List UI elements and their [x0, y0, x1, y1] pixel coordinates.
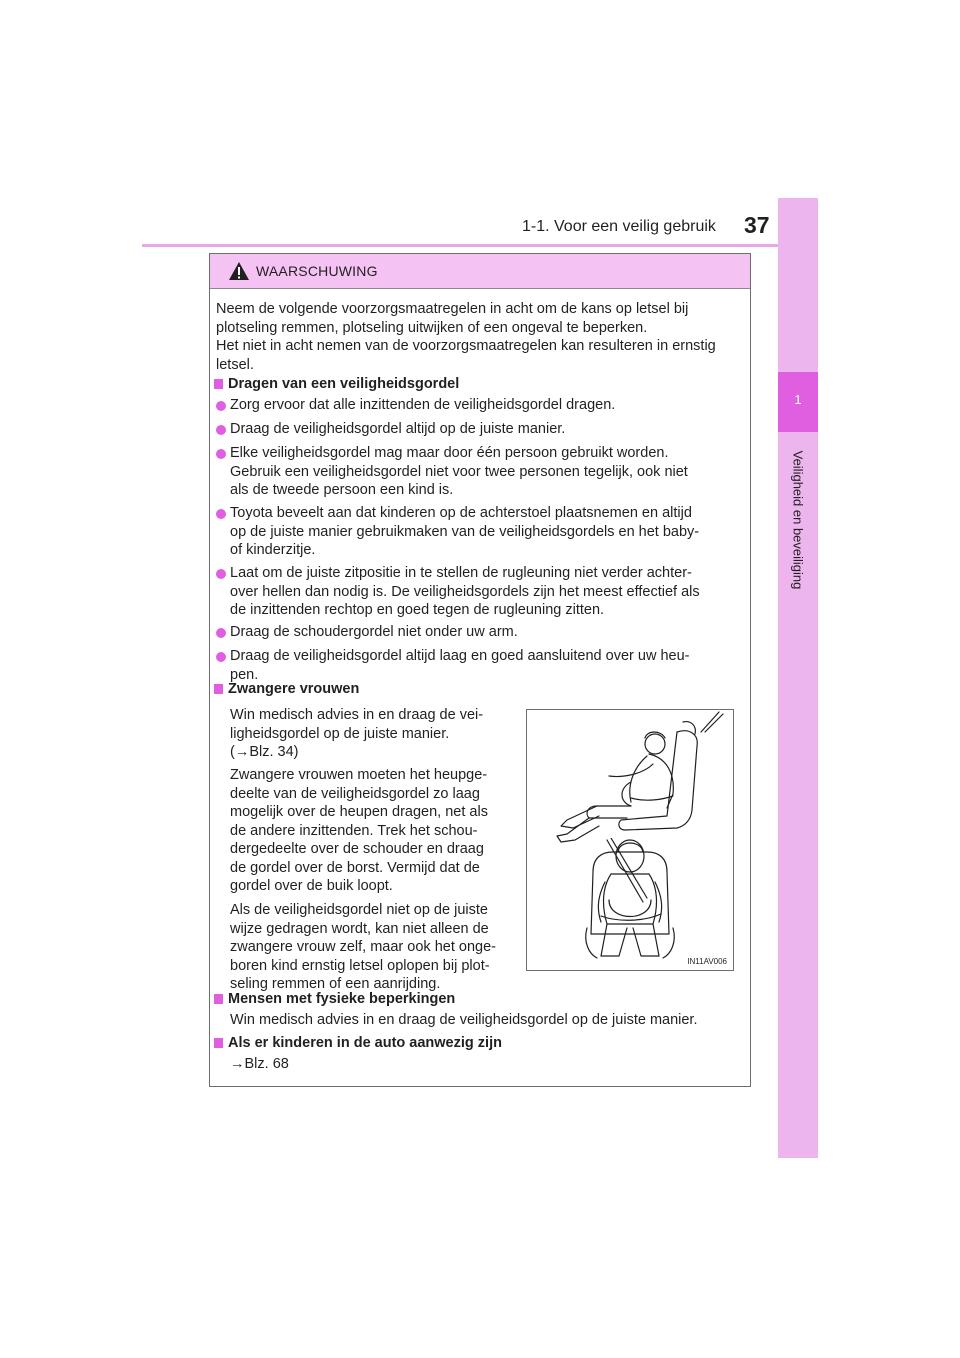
bullet-dot-icon	[216, 652, 226, 662]
warning-triangle-icon	[228, 261, 250, 281]
seated-pregnant-woman-front-view	[527, 838, 733, 963]
children-page-ref[interactable]: →Blz. 68	[230, 1056, 289, 1072]
square-bullet-icon	[214, 684, 223, 694]
pregnancy-paragraph: Zwangere vrouwen moeten het heupge- deelte van de veiligheidsgordel zo laag mogelijk over de heupen dragen, net als de andere inzittenden. Trek het schou- dergedeelte over de schouder en draag de gordel over de borst. Vermijd dat de gordel over de buik loopt.	[230, 767, 488, 894]
square-bullet-icon	[214, 1038, 223, 1048]
chapter-side-tab[interactable]	[778, 198, 818, 1158]
chapter-number: 1	[794, 392, 802, 407]
bullet-text: Draag de veiligheidsgordel altijd laag en goed aansluitend over uw heu- pen.	[230, 648, 690, 683]
seated-pregnant-woman-side-view	[527, 710, 733, 845]
section-heading: Dragen van een veiligheidsgordel	[214, 376, 459, 392]
bullet-text: Toyota beveelt aan dat kinderen op de achterstoel plaatsnemen en altijd op de juiste manier gebruikmaken van de veiligheidsgordels en het baby- of kinderzitje.	[230, 505, 700, 558]
bullet-text: Draag de veiligheidsgordel altijd op de juiste manier.	[230, 421, 566, 437]
bullet-dot-icon	[216, 425, 226, 435]
bullet-dot-icon	[216, 569, 226, 579]
bullet-text: Draag de schoudergordel niet onder uw arm.	[230, 624, 518, 640]
intro-line: Het niet in acht nemen van de voorzorgsmaatregelen kan resulteren in ernstig	[216, 338, 716, 354]
warning-intro	[216, 300, 742, 374]
section-heading: Als er kinderen in de auto aanwezig zijn	[214, 1035, 502, 1051]
intro-line: letsel.	[216, 356, 254, 373]
figure-code: IN11AV006	[687, 957, 727, 966]
bullet-dot-icon	[216, 449, 226, 459]
intro-line: plotseling remmen, plotseling uitwijken of een ongeval te beperken.	[216, 319, 648, 336]
page-number: 37	[744, 212, 770, 238]
section-title: 1-1. Voor een veilig gebruik	[522, 218, 716, 235]
pregnant-seatbelt-illustration	[526, 709, 734, 971]
bullet-dot-icon	[216, 401, 226, 411]
square-bullet-icon	[214, 379, 223, 389]
disability-text: Win medisch advies in en draag de veiligheidsgordel op de juiste manier.	[230, 1012, 698, 1028]
square-bullet-icon	[214, 994, 223, 1004]
bullet-text: Zorg ervoor dat alle inzittenden de veiligheidsgordel dragen.	[230, 397, 616, 413]
pregnancy-paragraph: Win medisch advies in en draag de vei- ligheidsgordel op de juiste manier. (→Blz. 34)	[230, 707, 484, 760]
chapter-label: Veiligheid en beveiliging	[790, 450, 806, 590]
intro-line: Neem de volgende voorzorgsmaatregelen in acht om de kans op letsel bij	[216, 301, 689, 317]
header-rule	[142, 244, 818, 247]
bullet-dot-icon	[216, 628, 226, 638]
bullet-dot-icon	[216, 509, 226, 519]
warning-title: WAARSCHUWING	[256, 263, 378, 279]
section-heading: Zwangere vrouwen	[214, 681, 359, 697]
section-heading: Mensen met fysieke beperkingen	[214, 991, 455, 1007]
bullet-text: Laat om de juiste zitpositie in te stellen de rugleuning niet verder achter- over hellen dan nodig is. De veiligheidsgordels zijn het meest effectief als de inzittenden rechtop en goed tegen de rugleuning zitten.	[230, 565, 700, 618]
pregnancy-paragraph: Als de veiligheidsgordel niet op de juiste wijze gedragen wordt, kan niet alleen de zwangere vrouw zelf, maar ook het onge- boren kind ernstig letsel oplopen bij plot- seling remmen of een aanrijding.	[230, 902, 496, 992]
bullet-text: Elke veiligheidsgordel mag maar door één persoon gebruikt worden. Gebruik een veiligheidsgordel niet voor twee personen tegelijk, ook niet als de tweede persoon een kind is.	[230, 445, 688, 498]
warning-header	[210, 254, 750, 289]
